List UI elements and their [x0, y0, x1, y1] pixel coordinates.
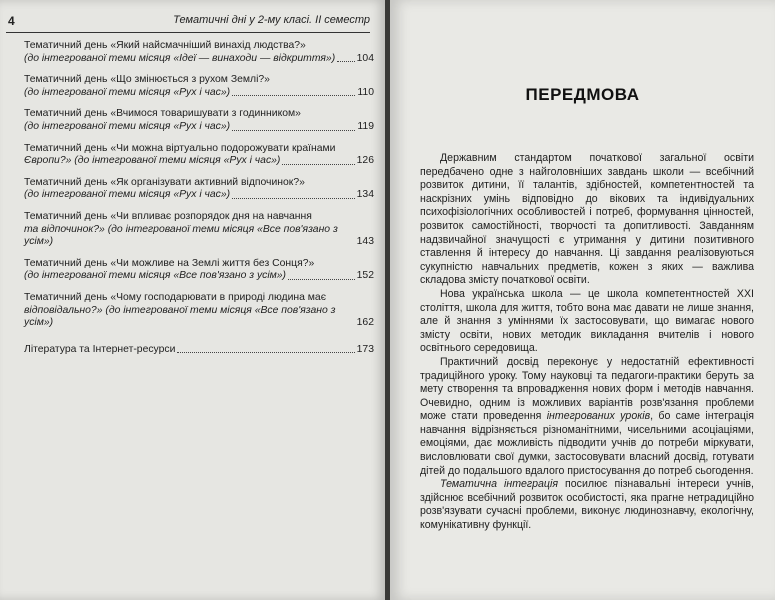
- leader-dots: [232, 130, 355, 131]
- toc-page-number: 126: [356, 155, 374, 167]
- paragraph-text: Практичний досвід переконує у недостатній ефективності традиційного уроку. Тому науковці та педагоги-практики беруть за мету створення та впровадження нових форм і методів навчання. Очевидно, одним із можливих варіантів розв'язання проблеми може стати проведення: [420, 355, 754, 423]
- toc-entry-title: Тематичний день «Який найсмачніший винахід людства?»: [24, 40, 306, 51]
- toc-entry[interactable]: [24, 344, 374, 357]
- paragraph: Державним стандартом початкової загальної освіти передбачено одне з найголовніших завдань школи — всебічний розвиток дитини, її талантів, здібностей, компетентностей та наскрізних умінь відповідно до вікових та індивідуальних психофізіологічних особливостей і потреб, формування цінностей, розвиток самостійності, творчості та допитливості. Завданням надзвичайної значущості є утримання у дитини позитивного ставлення й інтересу до навчання. Ці завдання реалізовуються сукупністю навчальних предметів, кожен з яких — важлива складова змісту початкової освіти.: [420, 152, 754, 287]
- toc-entry-title: Тематичний день «Чи можна віртуально подорожувати країнами: [24, 142, 336, 154]
- right-page: [390, 0, 775, 600]
- toc-entry[interactable]: [24, 292, 374, 330]
- toc-entry-title: Тематичний день «Вчимося товаришувати з годинником»: [24, 108, 301, 120]
- leader-dots: [232, 198, 355, 199]
- toc-entry-subtitle: та відпочинок?» (до інтегрованої теми місяця «Все пов'язано з усім»): [24, 223, 338, 248]
- toc-entry-subtitle: (до інтегрованої теми місяця «Все пов'язано з усім»): [24, 270, 287, 282]
- toc-entry[interactable]: [24, 143, 374, 168]
- preface-body: [420, 152, 754, 533]
- leader-dots: [282, 164, 354, 165]
- toc-entry[interactable]: [24, 211, 374, 249]
- paragraph: [420, 356, 754, 478]
- toc-page-number: 152: [356, 270, 374, 282]
- toc-entry-subtitle: Європи?» (до інтегрованої теми місяця «Рух і час»): [24, 155, 281, 167]
- leader-dots: [232, 95, 355, 96]
- emphasis: інтегрованих уроків: [546, 410, 651, 423]
- toc-page-number: 134: [356, 189, 374, 201]
- toc-page-number: 162: [356, 317, 374, 329]
- leader-dots: [337, 61, 354, 62]
- toc-entry[interactable]: [24, 108, 374, 133]
- left-page: [0, 0, 386, 600]
- toc-entry-title: Тематичний день «Як організувати активний відпочинок?»: [24, 176, 305, 188]
- page-header: [6, 14, 370, 33]
- paragraph: [420, 478, 754, 532]
- toc-entry[interactable]: [24, 258, 374, 283]
- toc-entry-title: Тематичний день «Що змінюється з рухом Землі?»: [24, 74, 270, 86]
- toc-entry-title: Література та Інтернет-ресурси: [24, 343, 176, 355]
- toc-page-number: 110: [357, 86, 374, 98]
- toc-entry[interactable]: [24, 177, 374, 202]
- toc-entry-subtitle: відповідально?» (до інтегрованої теми місяця «Все пов'язано з усім»): [24, 304, 336, 329]
- paragraph-text: посилює пізнавальні інтереси учнів, здійснює всебічний розвиток особистості, яка прагне нетрадиційно розв'язувати сучасні проблеми, виконує людинознавчу, екологічну, комунікативну функції.: [420, 478, 754, 532]
- toc-entry[interactable]: [24, 74, 374, 99]
- emphasis: Тематична інтеграція: [440, 478, 558, 491]
- toc-entry-subtitle: (до інтегрованої теми місяця «Рух і час»): [24, 86, 231, 98]
- toc-entry[interactable]: [24, 40, 374, 65]
- toc-page-number: 119: [357, 120, 374, 132]
- toc-page-number: 143: [356, 236, 374, 248]
- toc-entry-subtitle: (до інтегрованої теми місяця «Ідеї — винаходи — відкриття»): [24, 52, 336, 64]
- paragraph: Нова українська школа — це школа компетентностей XXI століття, школа для життя, тобто вона має давати не лише знання, але й знання з уміннями їх застосовувати, що вимагає нового змісту освіти, нових методик викладання вчителів і нового освітнього середовища.: [420, 287, 754, 355]
- toc-entry-title: Тематичний день «Чи можливе на Землі життя без Сонця?»: [24, 257, 315, 269]
- paragraph-text: , бо саме інтеграція навчання відрізняється різноманітними, чисельними асоціаціями, емоціями, дає можливість підводити учнів до потреби міркувати, висловлювати свої думки, застосовувати власний досвід, готувати дітей до подальшого вдалого пристосування до потреб сьогодення.: [420, 410, 754, 477]
- toc-page-number: 173: [356, 343, 374, 355]
- page-title: ПЕРЕДМОВА: [525, 85, 640, 104]
- table-of-contents: [24, 40, 374, 365]
- toc-entry-title: Тематичний день «Чи впливає розпорядок дня на навчання: [24, 210, 312, 222]
- page-number: 4: [8, 14, 15, 28]
- toc-entry-title: Тематичний день «Чому господарювати в природі людина має: [24, 291, 327, 303]
- leader-dots: [177, 352, 354, 353]
- toc-page-number: 104: [356, 52, 374, 64]
- toc-entry-subtitle: (до інтегрованої теми місяця «Рух і час»): [24, 120, 231, 132]
- running-head: Тематичні дні у 2-му класі. ІІ семестр: [173, 14, 370, 26]
- leader-dots: [288, 279, 355, 280]
- toc-entry-subtitle: (до інтегрованої теми місяця «Рух і час»): [24, 189, 231, 201]
